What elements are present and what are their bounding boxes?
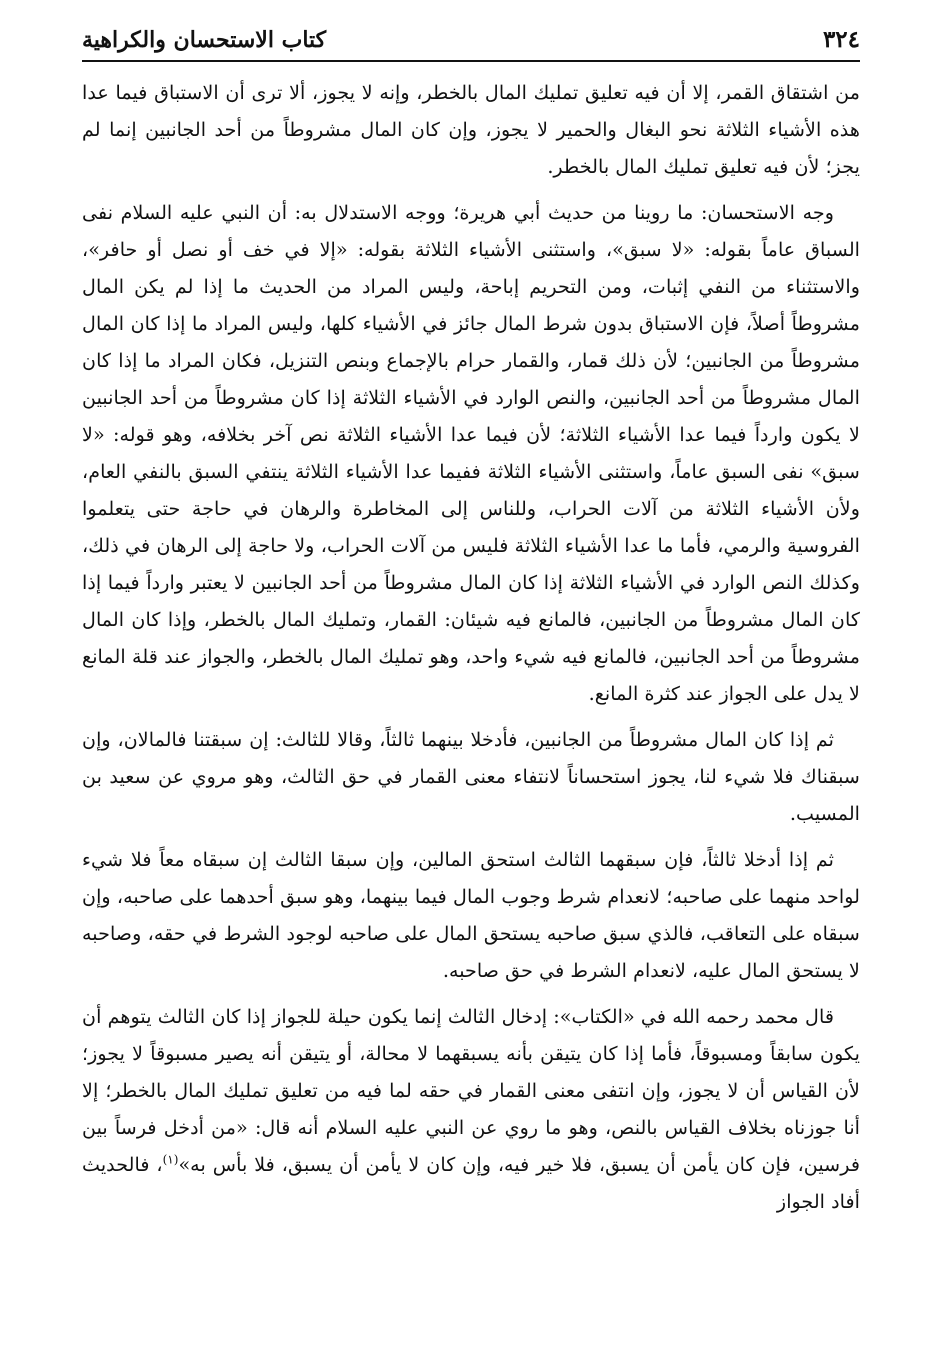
paragraph-4: ثم إذا أدخلا ثالثاً، فإن سبقهما الثالث استحق المالين، وإن سبقا الثالث إن سبقاه معاً فلا شيء لواحد منهما على صاحبه؛ لانعدام شرط وجوب المال فيما بينهما، وهو سبق أحدهما على صاحبه، وإن سبقاه على التعاقب، فالذي سبق صاحبه يستحق المال على صاحبه لوجود الشرط في حقه، وصاحبه لا يستحق المال عليه، لانعدام الشرط في حق صاحبه.	[82, 847, 860, 982]
body-text	[82, 74, 860, 1220]
running-header	[82, 26, 860, 62]
paragraph-3: ثم إذا كان المال مشروطاً من الجانبين، فأدخلا بينهما ثالثاً، وقالا للثالث: إن سبقتنا فالمالان، وإن سبقناك فلا شيء لنا، يجوز استحساناً لانتفاء معنى القمار في حق الثالث، وهو مروي عن سعيد بن المسيب.	[82, 727, 860, 825]
paragraph-5-tail: ، فالحديث أفاد الجواز	[82, 1152, 860, 1213]
paragraph-2: وجه الاستحسان: ما روينا من حديث أبي هريرة؛ ووجه الاستدلال به: أن النبي عليه السلام نفى السباق عاماً بقوله: «لا سبق»، واستثنى الأشياء الثلاثة بقوله: «إلا في خف أو نصل أو حافر»، والاستثناء من النفي إثبات، ومن التحريم إباحة، وليس المراد من الحديث ما إذا لم يكن المال مشروطاً أصلاً، فإن الاستباق بدون شرط المال جائز في الأشياء كلها، وليس المراد ما إذا كان المال مشروطاً من الجانبين؛ لأن ذلك قمار، والقمار حرام بالإجماع وبنص التنزيل، فكان المراد ما إذا كان المال مشروطاً من أحد الجانبين، والنص الوارد في الأشياء الثلاثة إذا كان مشروطاً من أحد الجانبين لا يكون وارداً فيما عدا الأشياء الثلاثة؛ لأن فيما عدا الأشياء الثلاثة نص آخر بخلافه، وهو قوله: «لا سبق» نفى السبق عاماً، واستثنى الأشياء الثلاثة ففيما عدا الأشياء الثلاثة ينتفي السبق بالنفي العام، ولأن الأشياء الثلاثة من آلات الحراب، وللناس إلى المخاطرة والرهان في حاجة حتى يتعلموا الفروسية والرمي، فأما ما عدا الأشياء الثلاثة فليس من آلات الحراب، ولا حاجة إلى الرهان في ذلك، وكذلك النص الوارد في الأشياء الثلاثة إذا كان المال مشروطاً من أحد الجانبين لا يعتبر وارداً فيما إذا كان المال مشروطاً من الجانبين، فالمانع فيه شيئان: القمار، وتمليك المال بالخطر، وإذا كان المال مشروطاً من أحد الجانبين، فالمانع فيه شيء واحد، وهو تمليك المال بالخطر، والجواز عند قلة المانع لا يدل على الجواز عند كثرة المانع.	[82, 200, 860, 705]
paragraph-5-text: قال محمد رحمه الله في «الكتاب»: إدخال الثالث إنما يكون حيلة للجواز إذا كان الثالث يتوهم أن يكون سابقاً ومسبوقاً، فأما إذا كان يتيقن بأنه يسبقهما لا محالة، أو يتيقن أنه يصير مسبوقاً لا يجوز؛ لأن القياس أن لا يجوز، وإن انتفى معنى القمار في حقه لما فيه من تعليق تمليك المال بالخطر؛ إلا أنا جوزناه بخلاف القياس بالنص، وهو ما روي عن النبي عليه السلام أنه قال: «من أدخل فرساً بين فرسين، فإن كان يأمن أن يسبق، فلا خير فيه، وإن كان لا يأمن أن يسبق، فلا بأس به»	[82, 1004, 860, 1176]
paragraph-1: من اشتقاق القمر، إلا أن فيه تعليق تمليك المال بالخطر، وإنه لا يجوز، ألا ترى أن الاستباق فيما عدا هذه الأشياء الثلاثة نحو البغال والحمير لا يجوز، وإن كان المال مشروطاً من أحد الجانبين إنما لم يجز؛ لأن فيه تعليق تمليك المال بالخطر.	[82, 80, 860, 178]
page-number: ٣٢٤	[822, 26, 860, 53]
book-title: كتاب الاستحسان والكراهية	[82, 27, 327, 53]
footnote-marker: (١)	[162, 1152, 179, 1167]
paragraph-5	[82, 998, 860, 1220]
